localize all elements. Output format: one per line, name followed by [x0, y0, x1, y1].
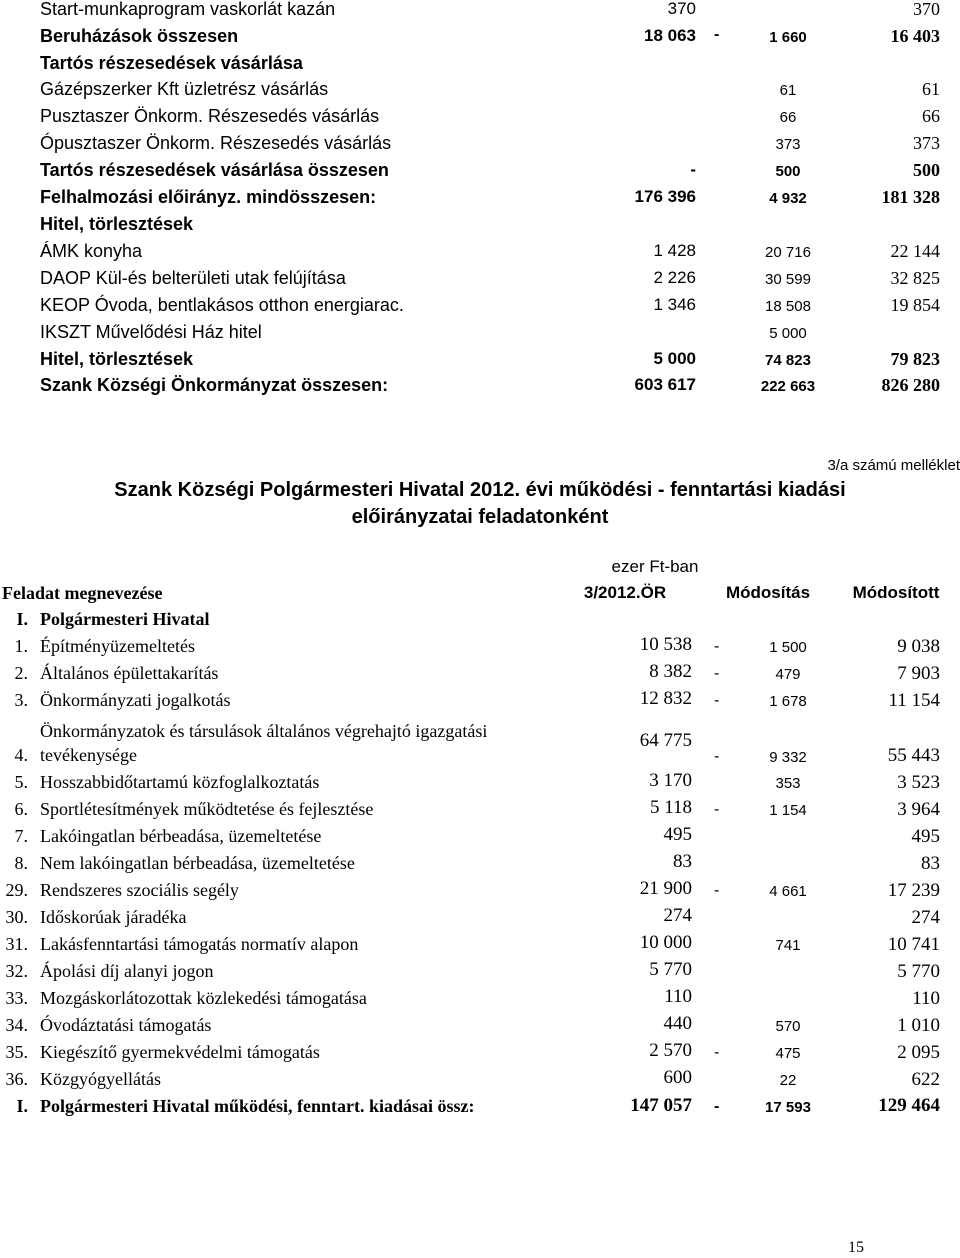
- row-label: Általános épülettakarítás: [40, 663, 219, 683]
- row-original: 110: [664, 986, 692, 1007]
- row-label: Önkormányzatok és társulások általános végrehajtó igazgatási: [40, 721, 488, 741]
- row-modified: 9 038: [897, 636, 940, 657]
- row-modified: 83: [921, 853, 940, 874]
- total-dash: -: [714, 1098, 720, 1115]
- row-number: 36.: [5, 1069, 28, 1089]
- row-number: 31.: [5, 934, 28, 954]
- top-row-modification: 5 000: [769, 325, 807, 342]
- top-row-modification: 222 663: [760, 378, 816, 395]
- top-row-modified: 181 328: [881, 187, 940, 207]
- top-row-original: -: [690, 160, 696, 179]
- row-label: Önkormányzati jogalkotás: [40, 690, 231, 710]
- row-modification: 1 678: [769, 693, 807, 710]
- top-row-modified: 79 823: [890, 349, 940, 369]
- top-row-modification: 4 932: [769, 190, 807, 207]
- top-row-label: IKSZT Művelődési Ház hitel: [40, 322, 262, 342]
- top-row-modified: 22 144: [890, 241, 940, 261]
- header-task: Feladat megnevezése: [2, 583, 163, 603]
- row-dash: -: [714, 882, 720, 899]
- row-modification: 1 500: [769, 639, 807, 656]
- row-number: 4.: [14, 745, 28, 765]
- top-row-modified: 16 403: [890, 26, 940, 46]
- row-modified: 3 964: [897, 799, 940, 820]
- top-row-modified: 66: [922, 106, 940, 126]
- top-row-modification: 373: [775, 136, 801, 153]
- top-row-label: Tartós részesedések vásárlása összesen: [40, 160, 389, 180]
- top-row-original: 1 346: [653, 295, 696, 314]
- row-number: 6.: [14, 799, 28, 819]
- section-number: I.: [16, 609, 28, 629]
- row-modification: 570: [775, 1018, 801, 1035]
- row-modified: 110: [912, 988, 940, 1009]
- top-row-label: KEOP Óvoda, bentlakásos otthon energiarac.: [40, 295, 404, 315]
- row-original: 274: [663, 905, 692, 926]
- row-modification: 741: [775, 937, 801, 954]
- top-row-modification: 20 716: [765, 244, 811, 261]
- row-number: 35.: [5, 1042, 28, 1062]
- section-label: Polgármesteri Hivatal: [40, 609, 210, 629]
- top-row-modification: 66: [779, 109, 797, 126]
- unit-label: ezer Ft-ban: [611, 557, 699, 576]
- header-modification: Módosítás: [725, 583, 811, 602]
- row-number: 3.: [14, 690, 28, 710]
- row-label: Közgyógyellátás: [40, 1069, 161, 1089]
- top-row-original: 5 000: [653, 349, 696, 368]
- row-number: 30.: [5, 907, 28, 927]
- top-row-original: 176 396: [634, 187, 696, 206]
- row-modified: 1 010: [897, 1015, 940, 1036]
- row-modification: 4 661: [769, 883, 807, 900]
- top-row-label: Hitel, törlesztések: [40, 214, 194, 234]
- row-modification: 479: [775, 666, 801, 683]
- top-row-original: 2 226: [653, 268, 696, 287]
- total-original: 147 057: [630, 1095, 692, 1116]
- row-number: 7.: [14, 826, 28, 846]
- top-row-modified: 500: [913, 160, 940, 180]
- row-label: Időskorúak járadéka: [40, 907, 187, 927]
- row-dash: -: [714, 1044, 720, 1061]
- row-modified: 274: [911, 907, 940, 928]
- row-original: 3 170: [649, 770, 692, 791]
- row-number: 5.: [14, 772, 28, 792]
- top-row-original: 603 617: [634, 375, 696, 394]
- top-row-label: Hitel, törlesztések: [40, 349, 194, 369]
- top-row-modification: 500: [775, 163, 801, 180]
- top-row-original: 1 428: [653, 241, 696, 260]
- top-row-modified: 19 854: [890, 295, 940, 315]
- row-dash: -: [714, 638, 720, 655]
- row-modified: 622: [911, 1069, 940, 1090]
- header-original: 3/2012.ÖR: [583, 583, 667, 602]
- row-modified: 2 095: [897, 1042, 940, 1063]
- top-row-label: Tartós részesedések vásárlása: [40, 53, 303, 73]
- row-original: 600: [663, 1067, 692, 1088]
- total-number: I.: [16, 1096, 28, 1116]
- row-label: Óvodáztatási támogatás: [40, 1015, 212, 1035]
- row-modified: 3 523: [897, 772, 940, 793]
- row-original: 440: [663, 1013, 692, 1034]
- row-label: Építményüzemeltetés: [40, 636, 195, 656]
- top-row-original: 370: [667, 0, 696, 18]
- top-row-label: Szank Községi Önkormányzat összesen:: [40, 375, 389, 395]
- top-row-dash: -: [714, 26, 720, 43]
- row-modified: 7 903: [897, 663, 940, 684]
- row-modified: 5 770: [897, 961, 940, 982]
- row-label: Lakásfenntartási támogatás normatív alapon: [40, 934, 359, 954]
- row-modification: 1 154: [769, 802, 807, 819]
- row-original: 495: [663, 824, 692, 845]
- total-modified: 129 464: [878, 1095, 940, 1116]
- row-modified: 17 239: [887, 880, 940, 901]
- page-subtitle: előirányzatai feladatonként: [351, 506, 609, 528]
- row-label: Mozgáskorlátozottak közlekedési támogatása: [40, 988, 367, 1008]
- top-row-modified: 61: [922, 79, 940, 99]
- top-row-modification: 61: [779, 82, 797, 99]
- top-row-modification: 74 823: [765, 352, 811, 369]
- top-row-label: Pusztaszer Önkorm. Részesedés vásárlás: [40, 106, 380, 126]
- top-row-label: Ópusztaszer Önkorm. Részesedés vásárlás: [40, 133, 392, 153]
- row-original: 83: [673, 851, 692, 872]
- row-original: 21 900: [639, 878, 692, 899]
- row-dash: -: [714, 801, 720, 818]
- row-original: 5 770: [649, 959, 692, 980]
- top-row-label: Felhalmozási előirányz. mindösszesen:: [40, 187, 377, 207]
- row-modified: 11 154: [888, 690, 940, 711]
- page-title: Szank Községi Polgármesteri Hivatal 2012. évi működési - fenntartási kiadási: [114, 479, 846, 501]
- row-label: Ápolási díj alanyi jogon: [40, 961, 214, 981]
- top-row-modification: 30 599: [765, 271, 811, 288]
- header-modified: Módosított: [852, 583, 940, 602]
- row-modification: 353: [775, 775, 801, 792]
- page-number: 15: [848, 1239, 864, 1256]
- row-label-continued: tevékenysége: [40, 745, 137, 765]
- top-row-modification: 18 508: [765, 298, 811, 315]
- top-row-original: 18 063: [644, 26, 696, 45]
- row-label: Lakóingatlan bérbeadása, üzemeltetése: [40, 826, 322, 846]
- top-row-label: Gázépszerker Kft üzletrész vásárlás: [40, 79, 329, 99]
- total-modification: 17 593: [765, 1099, 811, 1116]
- row-modified: 10 741: [887, 934, 940, 955]
- top-row-label: Beruházások összesen: [40, 26, 239, 46]
- row-number: 33.: [5, 988, 28, 1008]
- row-modification: 22: [779, 1072, 797, 1089]
- annex-label: 3/a számú melléklet: [827, 457, 960, 474]
- row-number: 1.: [14, 636, 28, 656]
- row-original: 8 382: [649, 661, 692, 682]
- row-modified: 495: [911, 826, 940, 847]
- row-dash: -: [714, 665, 720, 682]
- row-number: 29.: [5, 880, 28, 900]
- row-label: Nem lakóingatlan bérbeadása, üzemeltetése: [40, 853, 355, 873]
- top-row-modified: 373: [913, 133, 940, 153]
- row-original: 2 570: [649, 1040, 692, 1061]
- row-original: 10 538: [639, 634, 692, 655]
- row-original: 5 118: [649, 797, 692, 818]
- row-number: 34.: [5, 1015, 28, 1035]
- row-label: Kiegészítő gyermekvédelmi támogatás: [40, 1042, 320, 1062]
- top-row-label: DAOP Kül-és belterületi utak felújítása: [40, 268, 346, 288]
- row-original: 12 832: [639, 688, 692, 709]
- top-row-modified: 826 280: [881, 375, 940, 395]
- row-number: 32.: [5, 961, 28, 981]
- top-row-modified: 370: [913, 0, 940, 19]
- row-label: Sportlétesítmények működtetése és fejlesztése: [40, 799, 374, 819]
- total-label: Polgármesteri Hivatal működési, fenntart. kiadásai össz:: [40, 1096, 475, 1116]
- row-modification: 9 332: [769, 749, 807, 766]
- row-number: 2.: [14, 663, 28, 683]
- top-row-label: ÁMK konyha: [40, 241, 143, 261]
- top-row-modification: 1 660: [769, 29, 807, 46]
- row-modified: 55 443: [887, 745, 940, 766]
- row-original: 64 775: [639, 730, 692, 751]
- row-label: Hosszabbidőtartamú közfoglalkoztatás: [40, 772, 320, 792]
- row-number: 8.: [14, 853, 28, 873]
- row-modification: 475: [775, 1045, 801, 1062]
- row-dash: -: [714, 748, 720, 765]
- row-label: Rendszeres szociális segély: [40, 880, 239, 900]
- top-row-label: Start-munkaprogram vaskorlát kazán: [40, 0, 336, 19]
- row-original: 10 000: [639, 932, 692, 953]
- top-row-modified: 32 825: [890, 268, 940, 288]
- row-dash: -: [714, 692, 720, 709]
